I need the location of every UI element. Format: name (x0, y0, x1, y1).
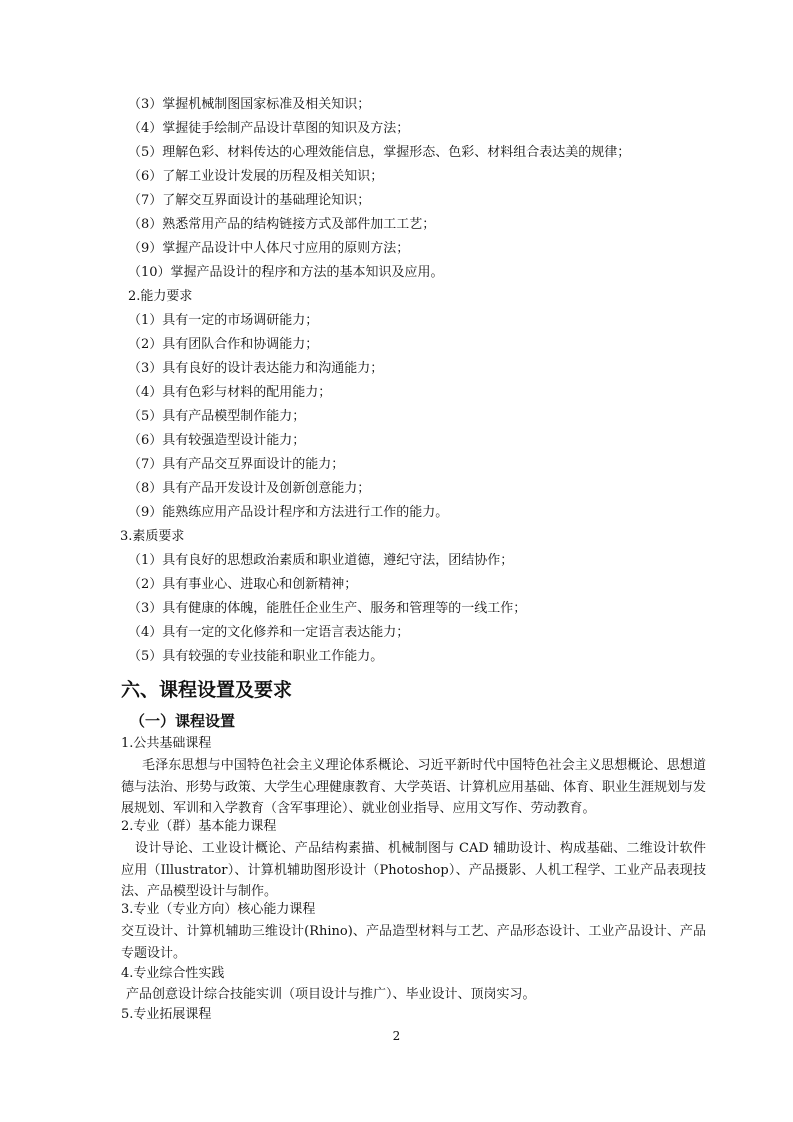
extension-courses-heading: 5.专业拓展课程 (121, 1007, 212, 1022)
public-courses-text: 毛泽东思想与中国特色社会主义理论体系概论、习近平新时代中国特色社会主义思想概论、思想道德与法治、形势与政策、大学生心理健康教育、大学英语、计算机应用基础、体育、职业生涯规划与发展规划、军训和入学教育（含军事理论）、就业创业指导、应用文写作、劳动教育。 (121, 758, 707, 816)
ability-item: （3）具有良好的设计表达能力和沟通能力； (128, 361, 384, 376)
core-courses-heading: 3.专业（专业方向）核心能力课程 (121, 902, 316, 917)
quality-item: （1）具有良好的思想政治素质和职业道德，遵纪守法，团结协作； (128, 553, 514, 568)
ability-item: （9）能熟练应用产品设计程序和方法进行工作的能力。 (128, 505, 449, 520)
ability-item: （5）具有产品模型制作能力； (128, 409, 306, 424)
practice-heading: 4.专业综合性实践 (121, 966, 225, 981)
ability-item: （2）具有团队合作和协调能力； (128, 337, 319, 352)
knowledge-item: （8）熟悉常用产品的结构链接方式及部件加工工艺； (128, 217, 436, 232)
quality-item: （4）具有一定的文化修养和一定语言表达能力； (128, 625, 410, 640)
ability-item: （7）具有产品交互界面设计的能力； (128, 457, 345, 472)
basic-courses-heading: 2.专业（群）基本能力课程 (121, 819, 277, 834)
practice-text: 产品创意设计综合技能实训（项目设计与推广）、毕业设计、顶岗实习。 (126, 987, 536, 1002)
page-number: 2 (392, 1029, 401, 1043)
quality-item: （3）具有健康的体魄，能胜任企业生产、服务和管理等的一线工作； (128, 601, 527, 616)
knowledge-item: （5）理解色彩、材料传达的心理效能信息，掌握形态、色彩、材料组合表达美的规律； (128, 145, 631, 160)
ability-heading: 2.能力要求 (128, 289, 193, 304)
quality-heading: 3.素质要求 (120, 529, 185, 544)
section-subtitle: （一）课程设置 (130, 712, 236, 730)
ability-item: （4）具有色彩与材料的配用能力； (128, 385, 332, 400)
knowledge-item: （4）掌握徒手绘制产品设计草图的知识及方法； (128, 121, 410, 136)
public-courses-heading: 1.公共基础课程 (121, 736, 212, 751)
knowledge-item: （9）掌握产品设计中人体尺寸应用的原则方法； (128, 241, 410, 256)
knowledge-item: （6）了解工业设计发展的历程及相关知识； (128, 169, 384, 184)
quality-item: （5）具有较强的专业技能和职业工作能力。 (128, 649, 384, 664)
ability-item: （1）具有一定的市场调研能力； (128, 313, 319, 328)
ability-item: （8）具有产品开发设计及创新创意能力； (128, 481, 371, 496)
section-title: 六、课程设置及要求 (121, 679, 293, 701)
basic-courses-text: 设计导论、工业设计概论、产品结构素描、机械制图与 CAD 辅助设计、构成基础、二维设计软件应用（Illustrator）、计算机辅助图形设计（Photoshop）、产品摄影、人机工程学、工业产品表现技法、产品模型设计与制作。 (121, 841, 706, 899)
knowledge-item: （7）了解交互界面设计的基础理论知识； (128, 193, 371, 208)
quality-item: （2）具有事业心、进取心和创新精神； (128, 577, 358, 592)
ability-item: （6）具有较强造型设计能力； (128, 433, 306, 448)
knowledge-item: （3）掌握机械制图国家标准及相关知识； (128, 97, 371, 112)
knowledge-item: （10）掌握产品设计的程序和方法的基本知识及应用。 (128, 265, 444, 280)
core-courses-text: 交互设计、计算机辅助三维设计(Rhino)、产品造型材料与工艺、产品形态设计、工业产品设计、产品专题设计。 (121, 924, 706, 961)
